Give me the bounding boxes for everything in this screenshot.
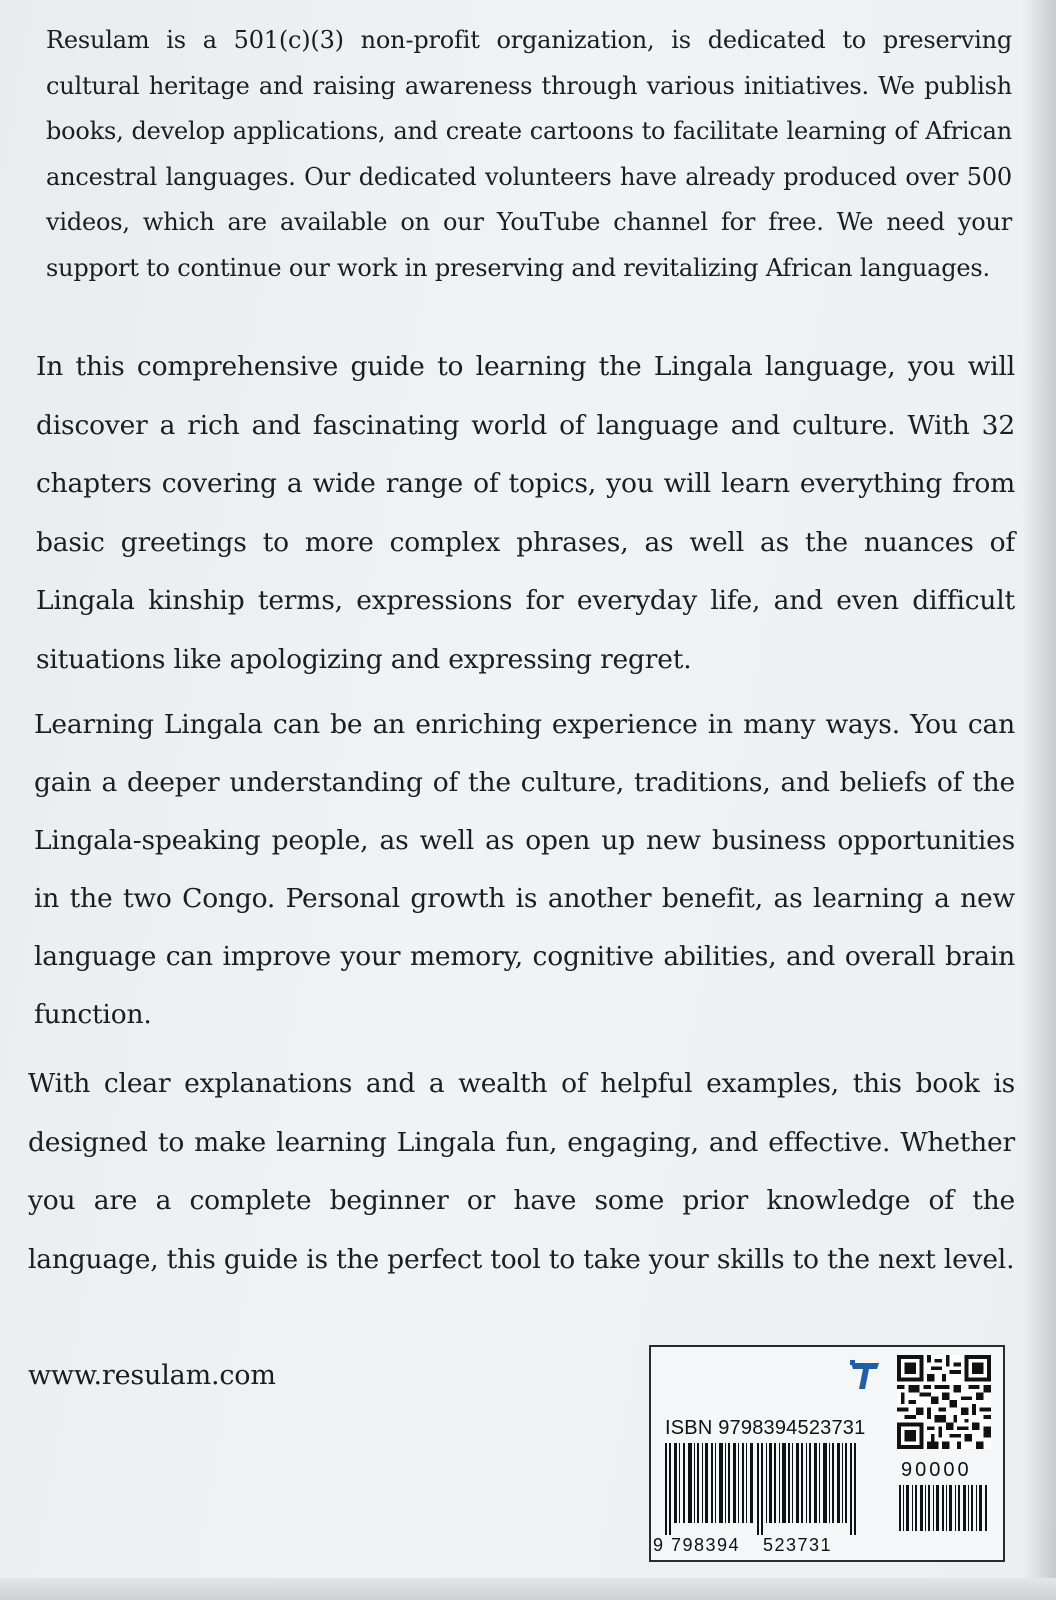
isbn-label: ISBN 9798394523731	[665, 1417, 866, 1439]
guide-intro-paragraph: In this comprehensive guide to learning the Lingala language, you will discover a rich and fascinating world of language and culture. With 32 chapters covering a wide range of topics, you will learn everything from basic greetings to more complex phrases, as well as the nuances of Lingala kinship terms, expressions for everyday life, and even difficult situations like apologizing and expressing regret.	[36, 351, 1015, 675]
book-edge-shadow	[1022, 0, 1056, 1600]
publisher-logo-icon	[847, 1357, 883, 1393]
price-addon-barcode	[897, 1485, 993, 1531]
benefits-paragraph: Learning Lingala can be an enriching experience in many ways. You can gain a deeper understanding of the culture, traditions, and beliefs of the Lingala-speaking people, as well as open up new business opportunities in the two Congo. Personal growth is another benefit, as learning a new language can improve your memory, cognitive abilities, and overall brain function.	[34, 709, 1015, 1030]
qr-code-icon	[897, 1355, 991, 1449]
website-url: www.resulam.com	[28, 1360, 276, 1391]
book-design-paragraph: With clear explanations and a wealth of helpful examples, this book is designed to make learning Lingala fun, engaging, and effective. Whether you are a complete beginner or have some prior knowledge of the language, this guide is the perfect tool to take your skills to the next level.	[28, 1068, 1015, 1275]
price-code: 90000	[901, 1459, 972, 1481]
isbn-barcode-panel	[649, 1345, 1005, 1562]
barcode-digit-first: 9	[653, 1535, 665, 1555]
isbn-barcode	[661, 1443, 865, 1535]
barcode-digit-group-2: 523731	[763, 1535, 833, 1555]
surface-strip	[0, 1578, 1056, 1600]
barcode-digit-group-1: 798394	[671, 1535, 741, 1555]
about-resulam-paragraph: Resulam is a 501(c)(3) non-profit organization, is dedicated to preserving cultural heritage and raising awareness through various initiatives. We publish books, develop applications, and create cartoons to facilitate learning of African ancestral languages. Our dedicated volunteers have already produced over 500 videos, which are available on our YouTube channel for free. We need your support to continue our work in preserving and revitalizing African languages.	[46, 26, 1012, 282]
